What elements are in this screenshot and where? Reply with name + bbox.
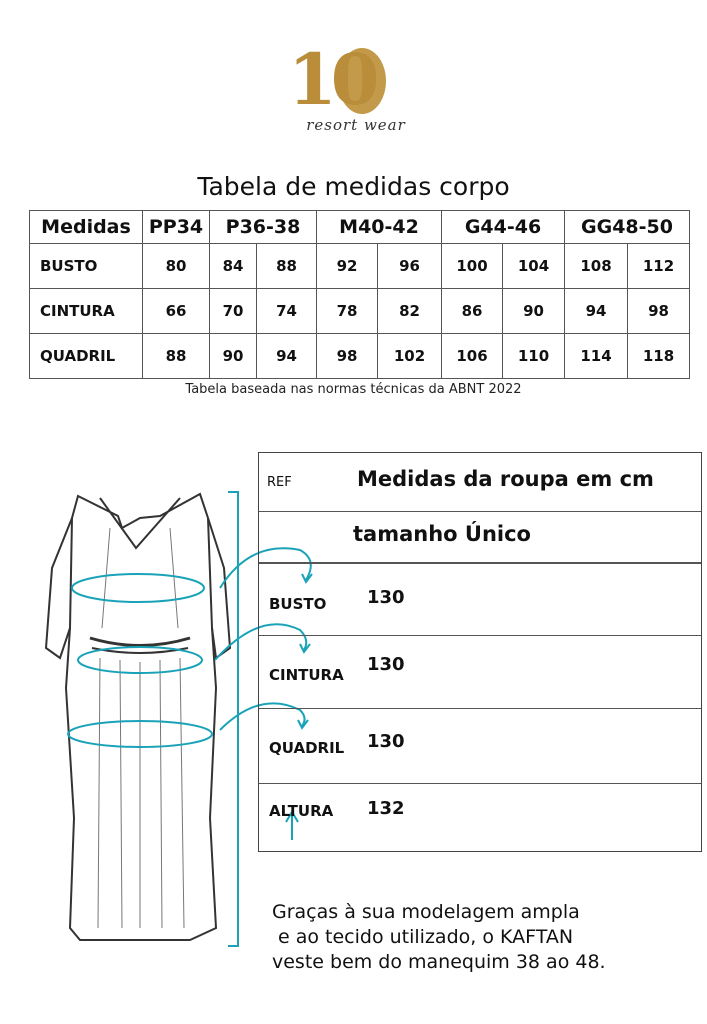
table-row: [30, 334, 690, 379]
measure-row-quadril: [259, 709, 701, 784]
table-cell: 114: [565, 334, 628, 379]
table-cell: 108: [565, 244, 628, 289]
ref-label: REF: [267, 475, 292, 490]
table-cell: 92: [317, 244, 378, 289]
table-cell: 102: [378, 334, 442, 379]
table-cell: 100: [442, 244, 503, 289]
size-row: [259, 512, 701, 564]
table-cell: 94: [565, 289, 628, 334]
footer-line: e ao tecido utilizado, o KAFTAN: [278, 926, 574, 948]
table-cell: 110: [503, 334, 565, 379]
table-cell: 74: [257, 289, 317, 334]
header-pp34: PP34: [143, 211, 210, 244]
panel-header-row: [259, 453, 701, 512]
header-gg48-50: GG48-50: [565, 211, 690, 244]
table-cell: 90: [503, 289, 565, 334]
table-cell: 88: [143, 334, 210, 379]
header-g44-46: G44-46: [442, 211, 565, 244]
row-label-quadril: QUADRIL: [30, 334, 143, 379]
row-label-cintura: CINTURA: [30, 289, 143, 334]
measure-row-busto: [259, 565, 701, 636]
logo-tagline: resort wear: [306, 116, 406, 134]
row-label-busto: BUSTO: [30, 244, 143, 289]
footer-description: [272, 900, 692, 975]
table-cell: 98: [317, 334, 378, 379]
table-cell: 94: [257, 334, 317, 379]
table-row: [30, 244, 690, 289]
header-m40-42: M40-42: [317, 211, 442, 244]
header-p36-38: P36-38: [210, 211, 317, 244]
measure-row-cintura: [259, 636, 701, 709]
table-cell: 88: [257, 244, 317, 289]
table-cell: 84: [210, 244, 257, 289]
table-header-row: [30, 211, 690, 244]
header-medidas: Medidas: [30, 211, 143, 244]
table-cell: 104: [503, 244, 565, 289]
table-cell: 70: [210, 289, 257, 334]
table-cell: 80: [143, 244, 210, 289]
logo-number: 10: [288, 38, 374, 121]
measure-label: ALTURA: [269, 802, 334, 820]
measure-value: 130: [367, 654, 405, 675]
panel-title: Medidas da roupa em cm: [357, 467, 654, 491]
table-cell: 118: [628, 334, 690, 379]
body-measurements-table: [29, 210, 690, 379]
measure-value: 132: [367, 798, 405, 819]
table-cell: 66: [143, 289, 210, 334]
brand-logo: [280, 40, 440, 140]
body-table-title: Tabela de medidas corpo: [197, 172, 510, 201]
table-note: Tabela baseada nas normas técnicas da ABNT 2022: [185, 382, 522, 397]
table-cell: 106: [442, 334, 503, 379]
table-cell: 78: [317, 289, 378, 334]
measure-row-altura: [259, 784, 701, 850]
footer-line: Graças à sua modelagem ampla: [272, 901, 580, 923]
table-cell: 86: [442, 289, 503, 334]
table-cell: 82: [378, 289, 442, 334]
measure-label: CINTURA: [269, 666, 344, 684]
measure-label: QUADRIL: [269, 739, 345, 757]
table-cell: 112: [628, 244, 690, 289]
size-label: tamanho Único: [353, 522, 531, 546]
measure-value: 130: [367, 587, 405, 608]
table-cell: 98: [628, 289, 690, 334]
measure-label: BUSTO: [269, 595, 327, 613]
footer-line: veste bem do manequim 38 ao 48.: [272, 951, 606, 973]
garment-measurements-panel: [258, 452, 702, 852]
table-cell: 90: [210, 334, 257, 379]
table-row: [30, 289, 690, 334]
measure-value: 130: [367, 731, 405, 752]
table-cell: 96: [378, 244, 442, 289]
